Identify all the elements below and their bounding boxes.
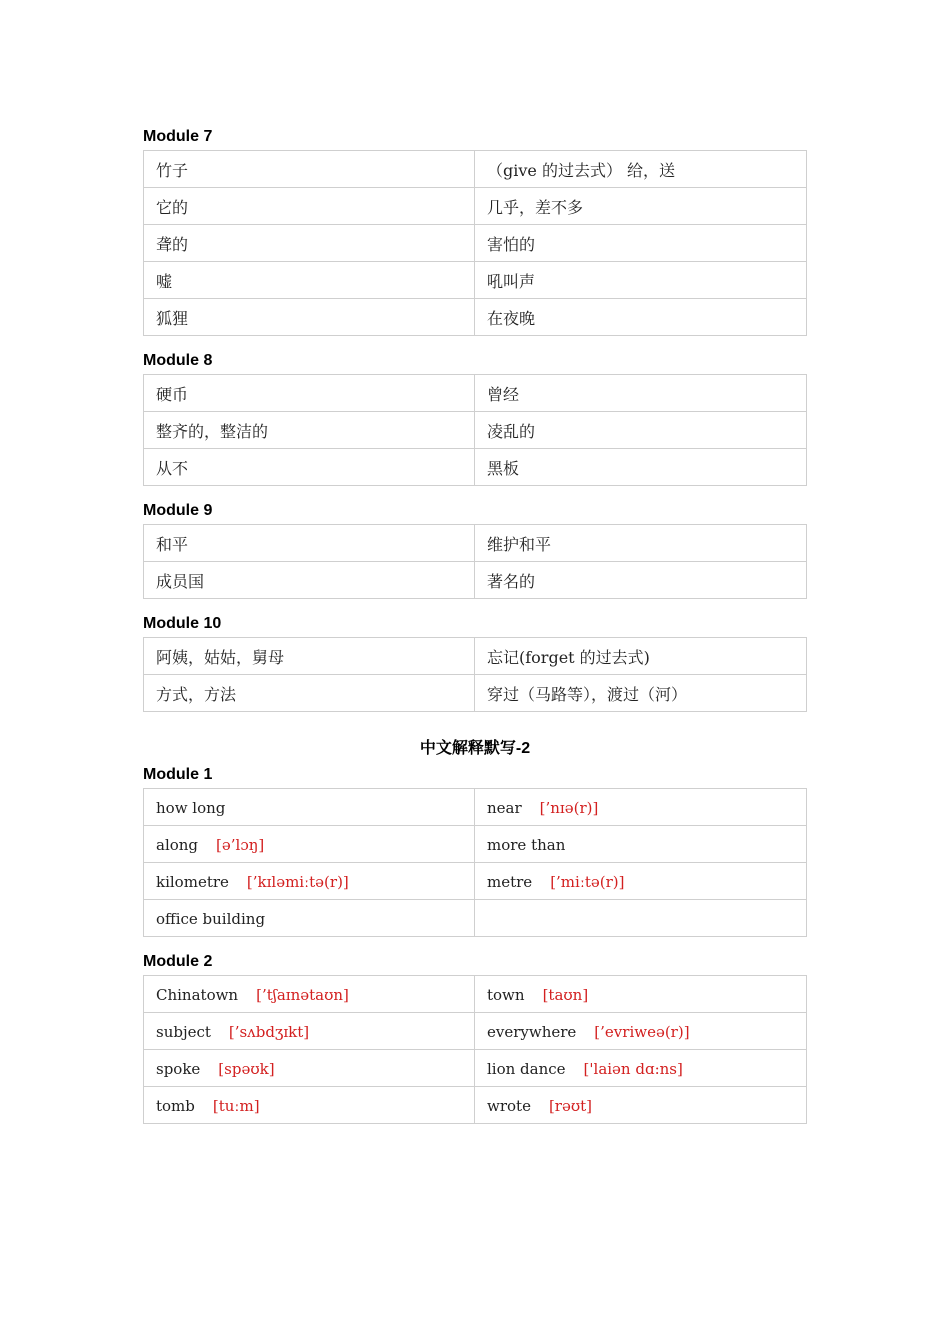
table-row (144, 900, 807, 937)
table-cell (144, 826, 475, 863)
phonetic: ['laiən dɑ:ns] (583, 1059, 683, 1078)
module-1-table (143, 788, 807, 937)
table-row (144, 638, 807, 675)
module-8-title: Module 8 (143, 352, 213, 369)
vocab-word: Chinatown (156, 985, 239, 1004)
table-cell (144, 1050, 475, 1087)
module-2-title: Module 2 (143, 953, 213, 970)
table-row (144, 562, 807, 599)
table-cell (144, 1013, 475, 1050)
vocab-word: tomb (156, 1096, 195, 1115)
table-cell: 凌乱的 (475, 412, 807, 449)
table-cell: 忘记(forget 的过去式) (475, 638, 807, 675)
phonetic: [tuːm] (212, 1096, 260, 1115)
module-1-title: Module 1 (143, 766, 213, 783)
table-row (144, 225, 807, 262)
table-cell (144, 863, 475, 900)
module-7-table (143, 150, 807, 336)
table-cell: 吼叫声 (475, 262, 807, 299)
table-cell: 竹子 (144, 151, 475, 188)
table-row (144, 1050, 807, 1087)
table-cell: 曾经 (475, 375, 807, 412)
table-cell: 著名的 (475, 562, 807, 599)
module-9-title: Module 9 (143, 502, 213, 519)
table-cell: 黑板 (475, 449, 807, 486)
table-cell: 从不 (144, 449, 475, 486)
table-cell: 聋的 (144, 225, 475, 262)
document-page (143, 124, 807, 1124)
phonetic: [taʊn] (542, 985, 589, 1004)
table-cell: 阿姨，姑姑，舅母 (144, 638, 475, 675)
table-row (144, 188, 807, 225)
table-row (144, 151, 807, 188)
table-cell (475, 826, 807, 863)
table-cell: 硬币 (144, 375, 475, 412)
table-row (144, 299, 807, 336)
vocab-word: town (487, 985, 525, 1004)
vocab-word: wrote (487, 1096, 531, 1115)
table-cell: 嘘 (144, 262, 475, 299)
table-cell: 和平 (144, 525, 475, 562)
table-row (144, 375, 807, 412)
vocab-word: near (487, 798, 522, 817)
table-row (144, 262, 807, 299)
vocab-word: along (156, 835, 199, 854)
module-9-table (143, 524, 807, 599)
vocab-word: metre (487, 872, 533, 891)
table-cell: 狐狸 (144, 299, 475, 336)
table-cell (475, 863, 807, 900)
table-row (144, 976, 807, 1013)
phonetic: [’nɪə(r)] (539, 798, 599, 817)
table-cell: 成员国 (144, 562, 475, 599)
table-row (144, 1087, 807, 1124)
module-7-title: Module 7 (143, 128, 213, 145)
module-8-table (143, 374, 807, 486)
table-row (144, 826, 807, 863)
table-cell (144, 900, 475, 937)
table-cell (475, 1013, 807, 1050)
table-cell: （give 的过去式） 给，送 (475, 151, 807, 188)
phonetic: [’sʌbdʒɪkt] (228, 1022, 310, 1041)
vocab-word: kilometre (156, 872, 229, 891)
table-cell (144, 1087, 475, 1124)
table-cell: 整齐的，整洁的 (144, 412, 475, 449)
vocab-word: more than (487, 835, 566, 854)
vocab-word: how long (156, 798, 226, 817)
phonetic: [rəʊt] (548, 1096, 593, 1115)
table-row (144, 863, 807, 900)
vocab-word: spoke (156, 1059, 201, 1078)
table-row (144, 412, 807, 449)
phonetic: [ə’lɔŋ] (216, 835, 265, 854)
table-cell: 方式，方法 (144, 675, 475, 712)
table-row (144, 449, 807, 486)
vocab-word: everywhere (487, 1022, 577, 1041)
table-cell (475, 1087, 807, 1124)
table-cell: 害怕的 (475, 225, 807, 262)
table-cell (475, 1050, 807, 1087)
table-row (144, 789, 807, 826)
phonetic: [’tʃaɪnətaʊn] (256, 985, 349, 1004)
module-10-table (143, 637, 807, 712)
table-cell (475, 976, 807, 1013)
table-row (144, 525, 807, 562)
vocab-word: office building (156, 909, 266, 928)
phonetic: [’evriweə(r)] (594, 1022, 690, 1041)
table-cell: 几乎，差不多 (475, 188, 807, 225)
module-10-title: Module 10 (143, 615, 222, 632)
vocab-word: lion dance (487, 1059, 566, 1078)
table-cell: 维护和平 (475, 525, 807, 562)
module-2-table (143, 975, 807, 1124)
table-cell: 在夜晚 (475, 299, 807, 336)
table-cell: 它的 (144, 188, 475, 225)
table-row (144, 675, 807, 712)
table-cell: 穿过（马路等），渡过（河） (475, 675, 807, 712)
phonetic: [’miːtə(r)] (550, 872, 625, 891)
table-row (144, 1013, 807, 1050)
table-cell (475, 900, 807, 937)
table-cell (144, 976, 475, 1013)
table-cell (144, 789, 475, 826)
section-title: 中文解释默写-2 (419, 740, 531, 757)
phonetic: [spəʊk] (218, 1059, 275, 1078)
phonetic: [’kɪləmiːtə(r)] (246, 872, 349, 891)
table-cell (475, 789, 807, 826)
vocab-word: subject (156, 1022, 211, 1041)
